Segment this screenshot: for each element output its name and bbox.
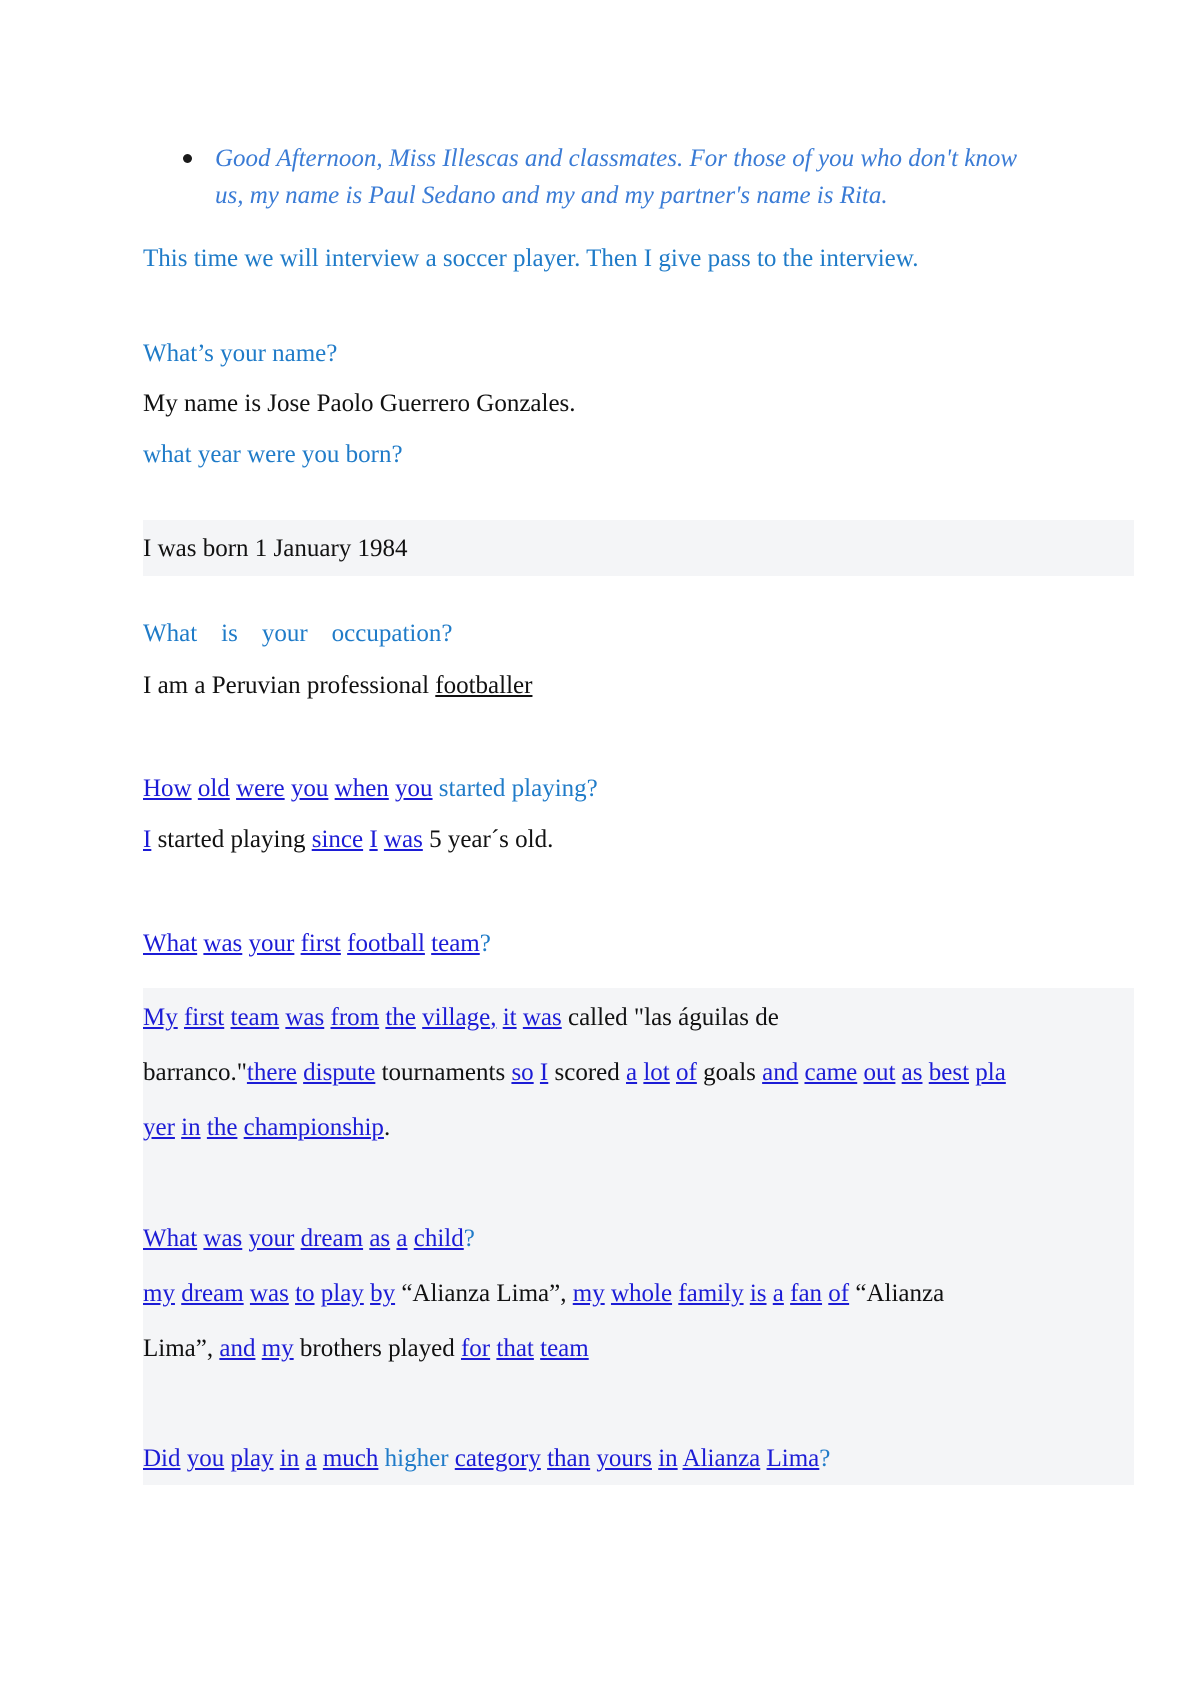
lead-sentence: This time we will interview a soccer player. Then I give pass to the interview. <box>143 245 919 272</box>
word-link[interactable]: child <box>413 1225 464 1252</box>
word-link[interactable]: What <box>143 930 198 957</box>
period: . <box>383 1114 391 1141</box>
word-link[interactable]: football <box>347 930 425 957</box>
footballer-link[interactable]: footballer <box>435 672 533 699</box>
answer-team-line-1 <box>143 1004 1143 1032</box>
word-link[interactable]: team <box>540 1335 589 1362</box>
word-link[interactable]: of <box>828 1280 850 1307</box>
word-link[interactable]: Lima <box>766 1445 820 1472</box>
answer-team-text: barranco." <box>143 1059 247 1086</box>
question-team <box>143 930 1143 958</box>
word-link[interactable]: were <box>236 775 285 802</box>
word-link[interactable]: your <box>248 1225 295 1252</box>
word-link[interactable]: play <box>230 1445 274 1472</box>
question-age <box>143 775 1143 803</box>
intro-line-2: us, my name is Paul Sedano and my and my partner's name is Rita. <box>215 182 888 209</box>
question-category <box>143 1445 1143 1473</box>
comma: , <box>490 1004 497 1031</box>
word-link[interactable]: play <box>320 1280 364 1307</box>
answer-age <box>143 826 1143 854</box>
word-link[interactable]: first <box>300 930 341 957</box>
question-occupation <box>143 620 1143 648</box>
word-link[interactable]: is <box>749 1280 767 1307</box>
q-occ-word: What <box>143 620 198 647</box>
word-link[interactable]: that <box>496 1335 534 1362</box>
word-link[interactable]: and <box>219 1335 256 1362</box>
word-link[interactable]: to <box>295 1280 315 1307</box>
word-link[interactable]: old <box>197 775 230 802</box>
word-link[interactable]: by <box>370 1280 396 1307</box>
question-name: What’s your name? <box>143 340 338 367</box>
word-link[interactable]: for <box>460 1335 491 1362</box>
word-link[interactable]: when <box>334 775 389 802</box>
word-link[interactable]: my <box>143 1280 175 1307</box>
word-link[interactable]: out <box>863 1059 896 1086</box>
word-link[interactable]: whole <box>610 1280 673 1307</box>
question-category-text: higher <box>378 1445 455 1472</box>
answer-team-line-2 <box>143 1059 1143 1087</box>
q-occ-word: occupation? <box>331 620 453 647</box>
word-link[interactable]: in <box>279 1445 300 1472</box>
word-link[interactable]: was <box>285 1004 325 1031</box>
word-link[interactable]: dream <box>181 1280 244 1307</box>
q-occ-word: your <box>261 620 308 647</box>
word-link[interactable]: was <box>383 826 423 853</box>
word-link[interactable]: Did <box>143 1445 181 1472</box>
word-link[interactable]: What <box>143 1225 198 1252</box>
word-link[interactable]: I <box>539 1059 549 1086</box>
answer-occupation-text: I am a Peruvian professional <box>143 672 436 699</box>
word-link[interactable]: since <box>311 826 364 853</box>
word-link[interactable]: dream <box>300 1225 364 1252</box>
word-link[interactable]: a <box>772 1280 784 1307</box>
word-link[interactable]: in <box>658 1445 678 1472</box>
word-link[interactable]: team <box>431 930 480 957</box>
word-link[interactable]: you <box>290 775 329 802</box>
word-link[interactable]: much <box>322 1445 379 1472</box>
word-link[interactable]: my <box>572 1280 605 1307</box>
answer-dream-line-1 <box>143 1280 1143 1308</box>
word-link[interactable]: the <box>385 1004 416 1031</box>
word-link[interactable]: the <box>206 1114 238 1141</box>
word-link[interactable]: fan <box>790 1280 823 1307</box>
word-link[interactable]: you <box>186 1445 225 1472</box>
word-link[interactable]: than <box>547 1445 591 1472</box>
word-link[interactable]: My <box>143 1004 178 1031</box>
answer-dream-text: “Alianza <box>849 1280 945 1307</box>
word-link[interactable]: a <box>626 1059 638 1086</box>
answer-dream-line-2 <box>143 1335 1143 1363</box>
question-mark: ? <box>463 1225 475 1252</box>
word-link[interactable]: you <box>395 775 433 802</box>
word-link[interactable]: village <box>422 1004 491 1031</box>
word-link[interactable]: in <box>181 1114 201 1141</box>
word-link[interactable]: so <box>511 1059 534 1086</box>
word-link[interactable]: lot <box>643 1059 670 1086</box>
word-link[interactable]: as <box>369 1225 391 1252</box>
word-link[interactable]: a <box>305 1445 317 1472</box>
word-link[interactable]: was <box>249 1280 289 1307</box>
word-link[interactable]: yer <box>143 1114 175 1141</box>
intro-paragraph <box>215 140 1135 214</box>
answer-name: My name is Jose Paolo Guerrero Gonzales. <box>143 390 576 417</box>
answer-team-text: scored <box>548 1059 626 1086</box>
word-link[interactable]: a <box>396 1225 408 1252</box>
q-occ-word: is <box>221 620 238 647</box>
word-link[interactable]: was <box>203 930 243 957</box>
word-link[interactable]: my <box>261 1335 294 1362</box>
answer-occupation <box>143 672 1143 700</box>
question-mark: ? <box>479 930 491 957</box>
word-link[interactable]: was <box>522 1004 562 1031</box>
answer-team-text: tournaments <box>375 1059 512 1086</box>
word-link[interactable]: team <box>230 1004 280 1031</box>
word-link[interactable]: as <box>901 1059 923 1086</box>
word-link[interactable]: it <box>502 1004 517 1031</box>
answer-team-text: goals <box>696 1059 763 1086</box>
question-born: what year were you born? <box>143 441 403 468</box>
answer-dream-text: “Alianza Lima”, <box>395 1280 573 1307</box>
word-link[interactable]: Alianza <box>682 1445 761 1472</box>
question-dream <box>143 1225 1143 1253</box>
word-link[interactable]: came <box>804 1059 858 1086</box>
word-link[interactable]: first <box>183 1004 225 1031</box>
intro-line-1: Good Afternoon, Miss Illescas and classmates. For those of you who don't know <box>215 145 1018 172</box>
word-link[interactable]: championship <box>243 1114 384 1141</box>
word-link[interactable]: I <box>143 826 152 853</box>
word-link[interactable]: How <box>143 775 192 802</box>
word-link[interactable]: pla <box>975 1059 1006 1086</box>
answer-team-text: called "las águilas de <box>561 1004 779 1031</box>
word-link[interactable]: family <box>678 1280 744 1307</box>
word-link[interactable]: of <box>676 1059 697 1086</box>
word-link[interactable]: category <box>454 1445 541 1472</box>
answer-age-text: started playing <box>151 826 312 853</box>
answer-team-line-3 <box>143 1114 1143 1142</box>
word-link[interactable]: and <box>762 1059 799 1086</box>
question-age-rest: started playing? <box>432 775 598 802</box>
word-link[interactable]: was <box>203 1225 243 1252</box>
word-link[interactable]: best <box>928 1059 970 1086</box>
word-link[interactable]: yours <box>596 1445 652 1472</box>
answer-born: I was born 1 January 1984 <box>143 535 408 562</box>
answer-dream-text: brothers played <box>293 1335 461 1362</box>
word-link[interactable]: your <box>248 930 295 957</box>
word-link[interactable]: dispute <box>303 1059 376 1086</box>
question-mark: ? <box>819 1445 831 1472</box>
answer-age-text: 5 year´s old. <box>422 826 554 853</box>
word-link[interactable]: there <box>246 1059 297 1086</box>
word-link[interactable]: I <box>369 826 378 853</box>
word-link[interactable]: from <box>330 1004 380 1031</box>
bullet-dot <box>183 154 192 163</box>
answer-dream-text: Lima”, <box>143 1335 220 1362</box>
